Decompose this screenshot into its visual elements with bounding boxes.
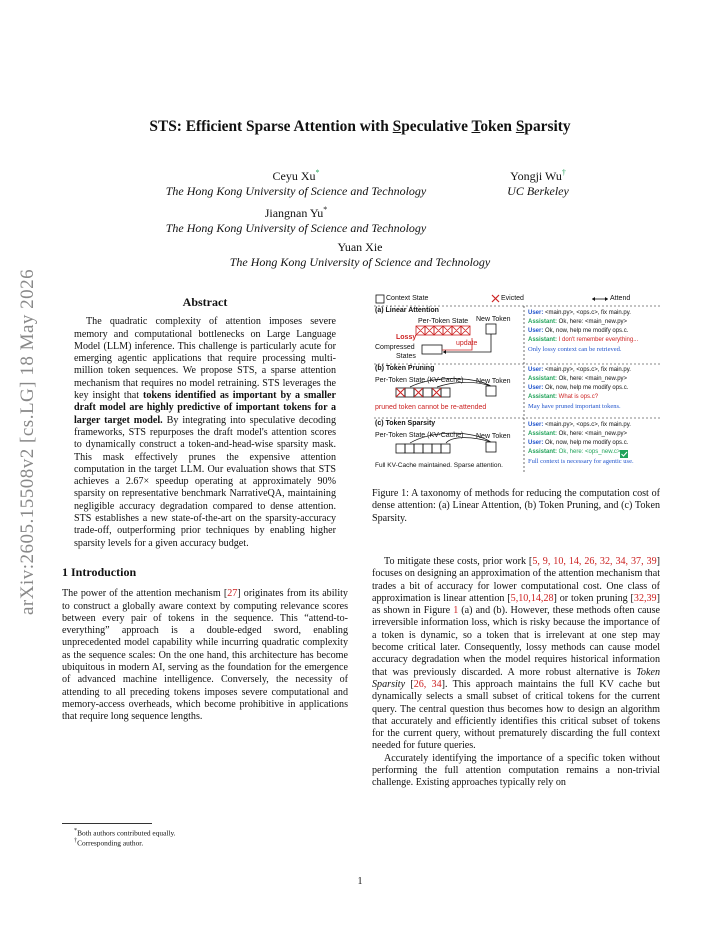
left-column <box>62 296 348 724</box>
right-column <box>372 556 660 790</box>
panel-b-pruned: pruned token cannot be re-attended <box>375 404 487 411</box>
legend-evicted: Evicted <box>501 295 524 302</box>
panel-b-chat: User: <main.py>, <ops.c>, fix main.py. Assistant: Ok, here: <main_new.py> User: Ok, now, help me modify ops.c. Assistant: What is ops.c? May have pruned important tokens. <box>528 367 631 410</box>
author-block-2: Yongji Wu† UC Berkeley <box>507 168 569 198</box>
abstract-heading: Abstract <box>182 295 228 309</box>
right-paragraph-2: Accurately identifying the importance of a specific token without performing the full attention computation remains a non-trivial challenge. Existing approaches typically rely on <box>372 752 660 789</box>
figure-1 <box>372 292 660 478</box>
panel-a-states: States <box>396 353 416 360</box>
panel-a-per-token: Per-Token State <box>418 318 469 325</box>
intro-heading: 1 Introduction <box>62 564 137 579</box>
legend-attend: Attend <box>610 295 631 302</box>
panel-c-full: Full KV-Cache maintained. Sparse attention. <box>375 462 503 469</box>
panel-b-per-token: Per-Token State (KV-Cache) <box>375 377 464 384</box>
panel-b-new-token: New Token <box>476 378 511 385</box>
panel-a-title: (a) Linear Attention <box>375 307 439 314</box>
author-block-3: Jiangnan Yu* The Hong Kong University of Science and Technology <box>165 205 427 235</box>
panel-c-new-token: New Token <box>476 433 511 440</box>
arxiv-side-label: arXiv:2605.15508v2 [cs.LG] 18 May 2026 <box>17 268 38 615</box>
footnote-2: †Corresponding author. <box>74 838 144 848</box>
figure-caption: Figure 1: A taxonomy of methods for reducing the computation cost of dense attention: (a) Linear Attention, (b) Token Pruning, and (c) Token Sparsity. <box>372 488 660 524</box>
panel-b-title: (b) Token Pruning <box>375 365 435 372</box>
author-block-4: Yuan Xie The Hong Kong University of Science and Technology <box>229 240 491 269</box>
panel-c-per-token: Per-Token State (KV-Cache) <box>375 432 464 439</box>
panel-a-compressed: Compressed <box>375 344 415 351</box>
abstract-text: The quadratic complexity of attention imposes severe memory and computational bottlenecks on Large Language Model (LLM) inference. This challenge is particularly acute for emerging agentic applications that require processing multi-million token sequences. We propose STS, a sparse attention mechanism that requires no model retraining. STS leverages the key insight that tokens identified as important by a smaller draft model are highly predictive of important tokens for a larger target model. By integrating into speculative decoding frameworks, STS repurposes the draft model's attention scores to dynamically construct a token-and-head-wise sparsity mask. This mask effectively prunes the expensive attention computation in the target LLM. Our evaluation shows that STS achieves a 2.67× speedup operating at approximately 90% sparsity on representative benchmark NarrativeQA, maintaining negligible accuracy degradation compared to dense attention. STS establishes a new state-of-the-art on the sparsity-accuracy trade-off, outperforming prior techniques by enabling higher sparsity levels for a given accuracy budget. <box>74 316 336 549</box>
footnote-1: *Both authors contributed equally. <box>74 828 176 838</box>
panel-a-chat: User: <main.py>, <ops.c>, fix main.py. Assistant: Ok, here: <main_new.py> User: Ok, now, help me modify ops.c. Assistant: I don't remember everything... Only lossy context can be retrieved. <box>528 310 639 353</box>
footnote-rule <box>62 823 152 824</box>
panel-a-lossy: Lossy <box>396 334 417 341</box>
right-paragraph-1: To mitigate these costs, prior work [5, 9, 10, 14, 26, 32, 34, 37, 39] focuses on designing an approximation of the attention mechanism that trades a bit of accuracy for lower computational cost. One class of approximation is linear attention [5,10,14,28] or token pruning [32,39] as shown in Figure 1 (a) and (b). However, these methods often cause irreversible information loss, which is risky because the importance of a token is dynamic, so a token that is irrelevant at one step may become critical later. Consequently, lossy methods can cause model accuracy degradation when the model requires historical information that was previously discarded. A more robust alternative is Token Sparsity [26, 34]. This approach maintains the full KV cache but dynamically selects a small subset of critical tokens for the current query. The central question thus becomes how to design an algorithm that accurately and efficiently identifies this critical subset of tokens for the current query, without prematurely discarding the full context needed for future queries. <box>372 556 661 752</box>
intro-paragraph: The power of the attention mechanism [27] originates from its ability to construct a globally aware context by computing relevance scores between every pair of tokens in the sequence. This “attend-to-everything” approach is a double-edged sword, enabling unprecedented model capability while incurring quadratic complexity as the sequence scales: On the one hand, this architecture has become ubiquitous in modern AI, serving as the foundation for the emergence of advanced machine intelligence. Conversely, the necessity of attending to all preceding tokens imposes severe computational and memory-access overheads, which become prohibitive in applications that require long sequence lengths. <box>62 588 348 723</box>
panel-c-chat: User: <main.py>, <ops.c>, fix main.py. Assistant: Ok, here: <main_new.py> User: Ok, now, help me modify ops.c. Assistant: Ok, here: <ops_new.c> Full context is necessary for agentic use. <box>528 422 634 465</box>
panel-c-title: (c) Token Sparsity <box>375 420 436 427</box>
paper-title: STS: Efficient Sparse Attention with Speculative Token Sparsity <box>149 118 571 135</box>
legend-context: Context State <box>386 295 429 302</box>
page-number: 1 <box>357 876 363 887</box>
author-block-1: Ceyu Xu* The Hong Kong University of Science and Technology <box>165 168 427 198</box>
panel-a-update: update <box>456 340 478 347</box>
panel-a-new-token: New Token <box>476 316 511 323</box>
